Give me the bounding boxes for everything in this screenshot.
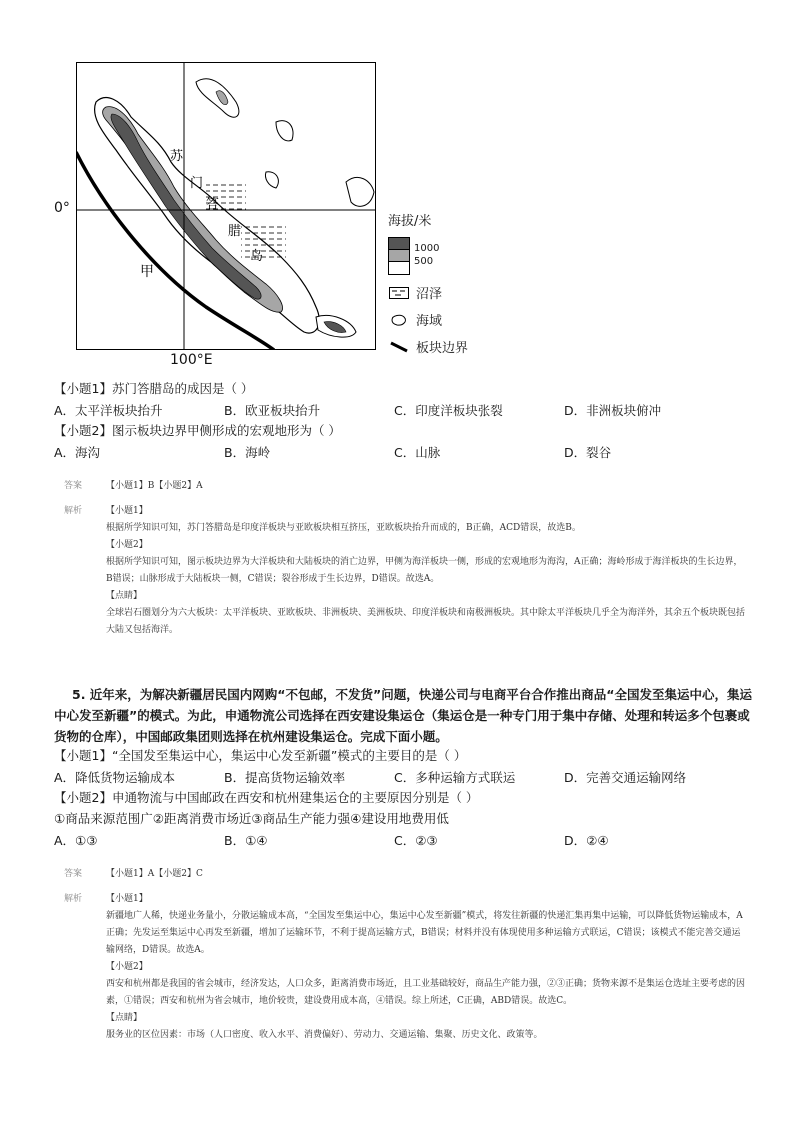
q4-analysis-line: 【小题1】 [106, 506, 148, 516]
q4-analysis-tag: 解析 [64, 506, 83, 516]
island-char-1: 苏 [170, 148, 184, 163]
legend-sea-label: 海域 [416, 314, 443, 329]
q5-answer [64, 866, 744, 883]
q4-analysis [64, 503, 744, 639]
legend-plate [388, 337, 498, 356]
q4-sub2-option-c[interactable]: C．山脉 [394, 445, 441, 460]
q5-sub1-option-b[interactable]: B．提高货物运输效率 [224, 770, 346, 785]
q5-sub1-option-d[interactable]: D．完善交通运输网络 [564, 770, 687, 785]
q5-sub2-items: ①商品来源范围广②距离消费市场近③商品生产能力强④建设用地费用低 [54, 811, 449, 826]
q5-stem: 5. 近年来，为解决新疆居民国内网购“不包邮，不发货”问题，快递公司与电商平台合作推出商品“全国发至集运中心，集运中心发至新疆”的模式。为此，申通物流公司选择在西安建设集运仓（集运仓是一种专门用于集中存储、处理和转运多个包裹或货物的仓库），中国邮政集团则选择在杭州建设集运仓。完成下面小题。 [54, 687, 752, 744]
scale-high-label: 1000 [414, 243, 440, 254]
q4-analysis-line: 根据所学知识可知，图示板块边界为大洋板块和大陆板块的消亡边界，甲侧为海洋板块一侧，形成的宏观地形为海沟，A正确；海岭形成于海洋板块的生长边界，B错误；山脉形成于大陆板块一侧，C错误；裂谷形成于生长边界，D错误。故选A。 [106, 557, 743, 584]
q4-sub2-option-b[interactable]: B．海岭 [224, 445, 271, 460]
q5-sub2-option-d[interactable]: D．②④ [564, 833, 609, 848]
q4-sub2-option-d[interactable]: D．裂谷 [564, 445, 612, 460]
q5-analysis-line: 新疆地广人稀，快递业务量小，分散运输成本高，“全国发至集运中心，集运中心发至新疆”模式，将发往新疆的快递汇集再集中运输，可以降低货物运输成本，A正确；先发运至集运中心再发至新疆，增加了运输环节，不利于提高运输方式，B错误；材料并没有体现使用多种运输方式联运，C错误；该模式不能完善交通运输网络，D错误。故选A。 [106, 911, 743, 955]
q4-sub2-option-a[interactable]: A．海沟 [54, 445, 101, 460]
q5-sub2-option-b[interactable]: B．①④ [224, 833, 268, 848]
legend-plate-label: 板块边界 [416, 341, 469, 356]
island-char-3: 答 [206, 196, 220, 211]
q4-answer [64, 478, 744, 495]
map-frame [76, 62, 376, 350]
q5-analysis [64, 891, 744, 1044]
map-legend [388, 210, 498, 356]
q5-analysis-line: 西安和杭州都是我国的省会城市，经济发达，人口众多，距离消费市场近，且工业基础较好，商品生产能力强，②③正确；货物来源不是集运仓选址主要考虑的因素，①错误；西安和杭州为省会城市，地价较贵，建设费用成本高，④错误。综上所述，C正确，ABD错误。故选C。 [106, 979, 746, 1006]
q4-sub1-options [54, 401, 754, 419]
sea-icon [388, 313, 410, 327]
q4-sub1-option-c[interactable]: C．印度洋板块张裂 [394, 403, 503, 418]
q5-sub2-options [54, 831, 754, 849]
island-char-2: 门 [190, 175, 204, 190]
legend-swamp [388, 283, 498, 302]
q4-analysis-line: 【点睛】 [106, 591, 143, 601]
q5-sub1-stem: 【小题1】“全国发至集运中心，集运中心发至新疆”模式的主要目的是（ ） [54, 748, 467, 763]
scale-high-swatch [389, 238, 409, 250]
q5-answer-text: 【小题1】A【小题2】C [106, 869, 203, 879]
map-svg [76, 62, 376, 350]
longitude-label: 100°E [170, 352, 213, 368]
q5-sub1-option-c[interactable]: C．多种运输方式联运 [394, 770, 516, 785]
legend-swamp-label: 沼泽 [416, 287, 443, 302]
q4-sub2-stem: 【小题2】图示板块边界甲侧形成的宏观地形为（ ） [54, 423, 341, 438]
q4-sub1-option-d[interactable]: D．非洲板块俯冲 [564, 403, 662, 418]
scale-mid-swatch [389, 250, 409, 262]
region-label-jia: 甲 [140, 263, 154, 279]
scale-low-label: 500 [414, 256, 434, 267]
q4-sub1-option-a[interactable]: A．太平洋板块抬升 [54, 403, 163, 418]
q5-sub2-option-a[interactable]: A．①③ [54, 833, 98, 848]
q5-sub1-option-a[interactable]: A．降低货物运输成本 [54, 770, 176, 785]
legend-sea [388, 310, 498, 329]
q5-sub2-stem: 【小题2】申通物流与中国邮政在西安和杭州建集运仓的主要原因分别是（ ） [54, 790, 479, 805]
q4-analysis-line: 全球岩石圈划分为六大板块：太平洋板块、亚欧板块、非洲板块、美洲板块、印度洋板块和南极洲板块。其中除太平洋板块几乎全为海洋外，其余五个板块既包括大陆又包括海洋。 [106, 608, 746, 635]
swamp-icon [388, 286, 410, 300]
island-char-5: 岛 [250, 248, 264, 263]
latitude-label: 0° [54, 200, 70, 216]
elevation-scale [388, 237, 498, 275]
q5-sub2-option-c[interactable]: C．②③ [394, 833, 438, 848]
q5-analysis-line: 【小题1】 [106, 894, 148, 904]
q5-analysis-line: 服务业的区位因素：市场（人口密度、收入水平、消费偏好）、劳动力、交通运输、集聚、历史文化、政策等。 [106, 1030, 543, 1040]
q5-analysis-line: 【点睛】 [106, 1013, 143, 1023]
q4-analysis-line: 根据所学知识可知，苏门答腊岛是印度洋板块与亚欧板块相互挤压，亚欧板块抬升而成的，B正确，ACD错误，故选B。 [106, 523, 581, 533]
q4-sub2-options [54, 443, 754, 461]
plate-boundary-icon [388, 340, 410, 354]
q4-sub1-stem: 【小题1】苏门答腊岛的成因是（ ） [54, 381, 254, 396]
q4-answer-text: 【小题1】B【小题2】A [106, 481, 203, 491]
q5-analysis-line: 【小题2】 [106, 962, 148, 972]
scale-low-swatch [389, 262, 409, 274]
q5-answer-tag: 答案 [64, 869, 83, 879]
q4-sub1-option-b[interactable]: B．欧亚板块抬升 [224, 403, 321, 418]
q4-answer-tag: 答案 [64, 481, 83, 491]
q5-analysis-tag: 解析 [64, 894, 83, 904]
island-char-4: 腊 [228, 223, 242, 238]
q5-sub1-options [54, 768, 754, 786]
q4-analysis-line: 【小题2】 [106, 540, 148, 550]
legend-title: 海拔/米 [388, 214, 432, 229]
